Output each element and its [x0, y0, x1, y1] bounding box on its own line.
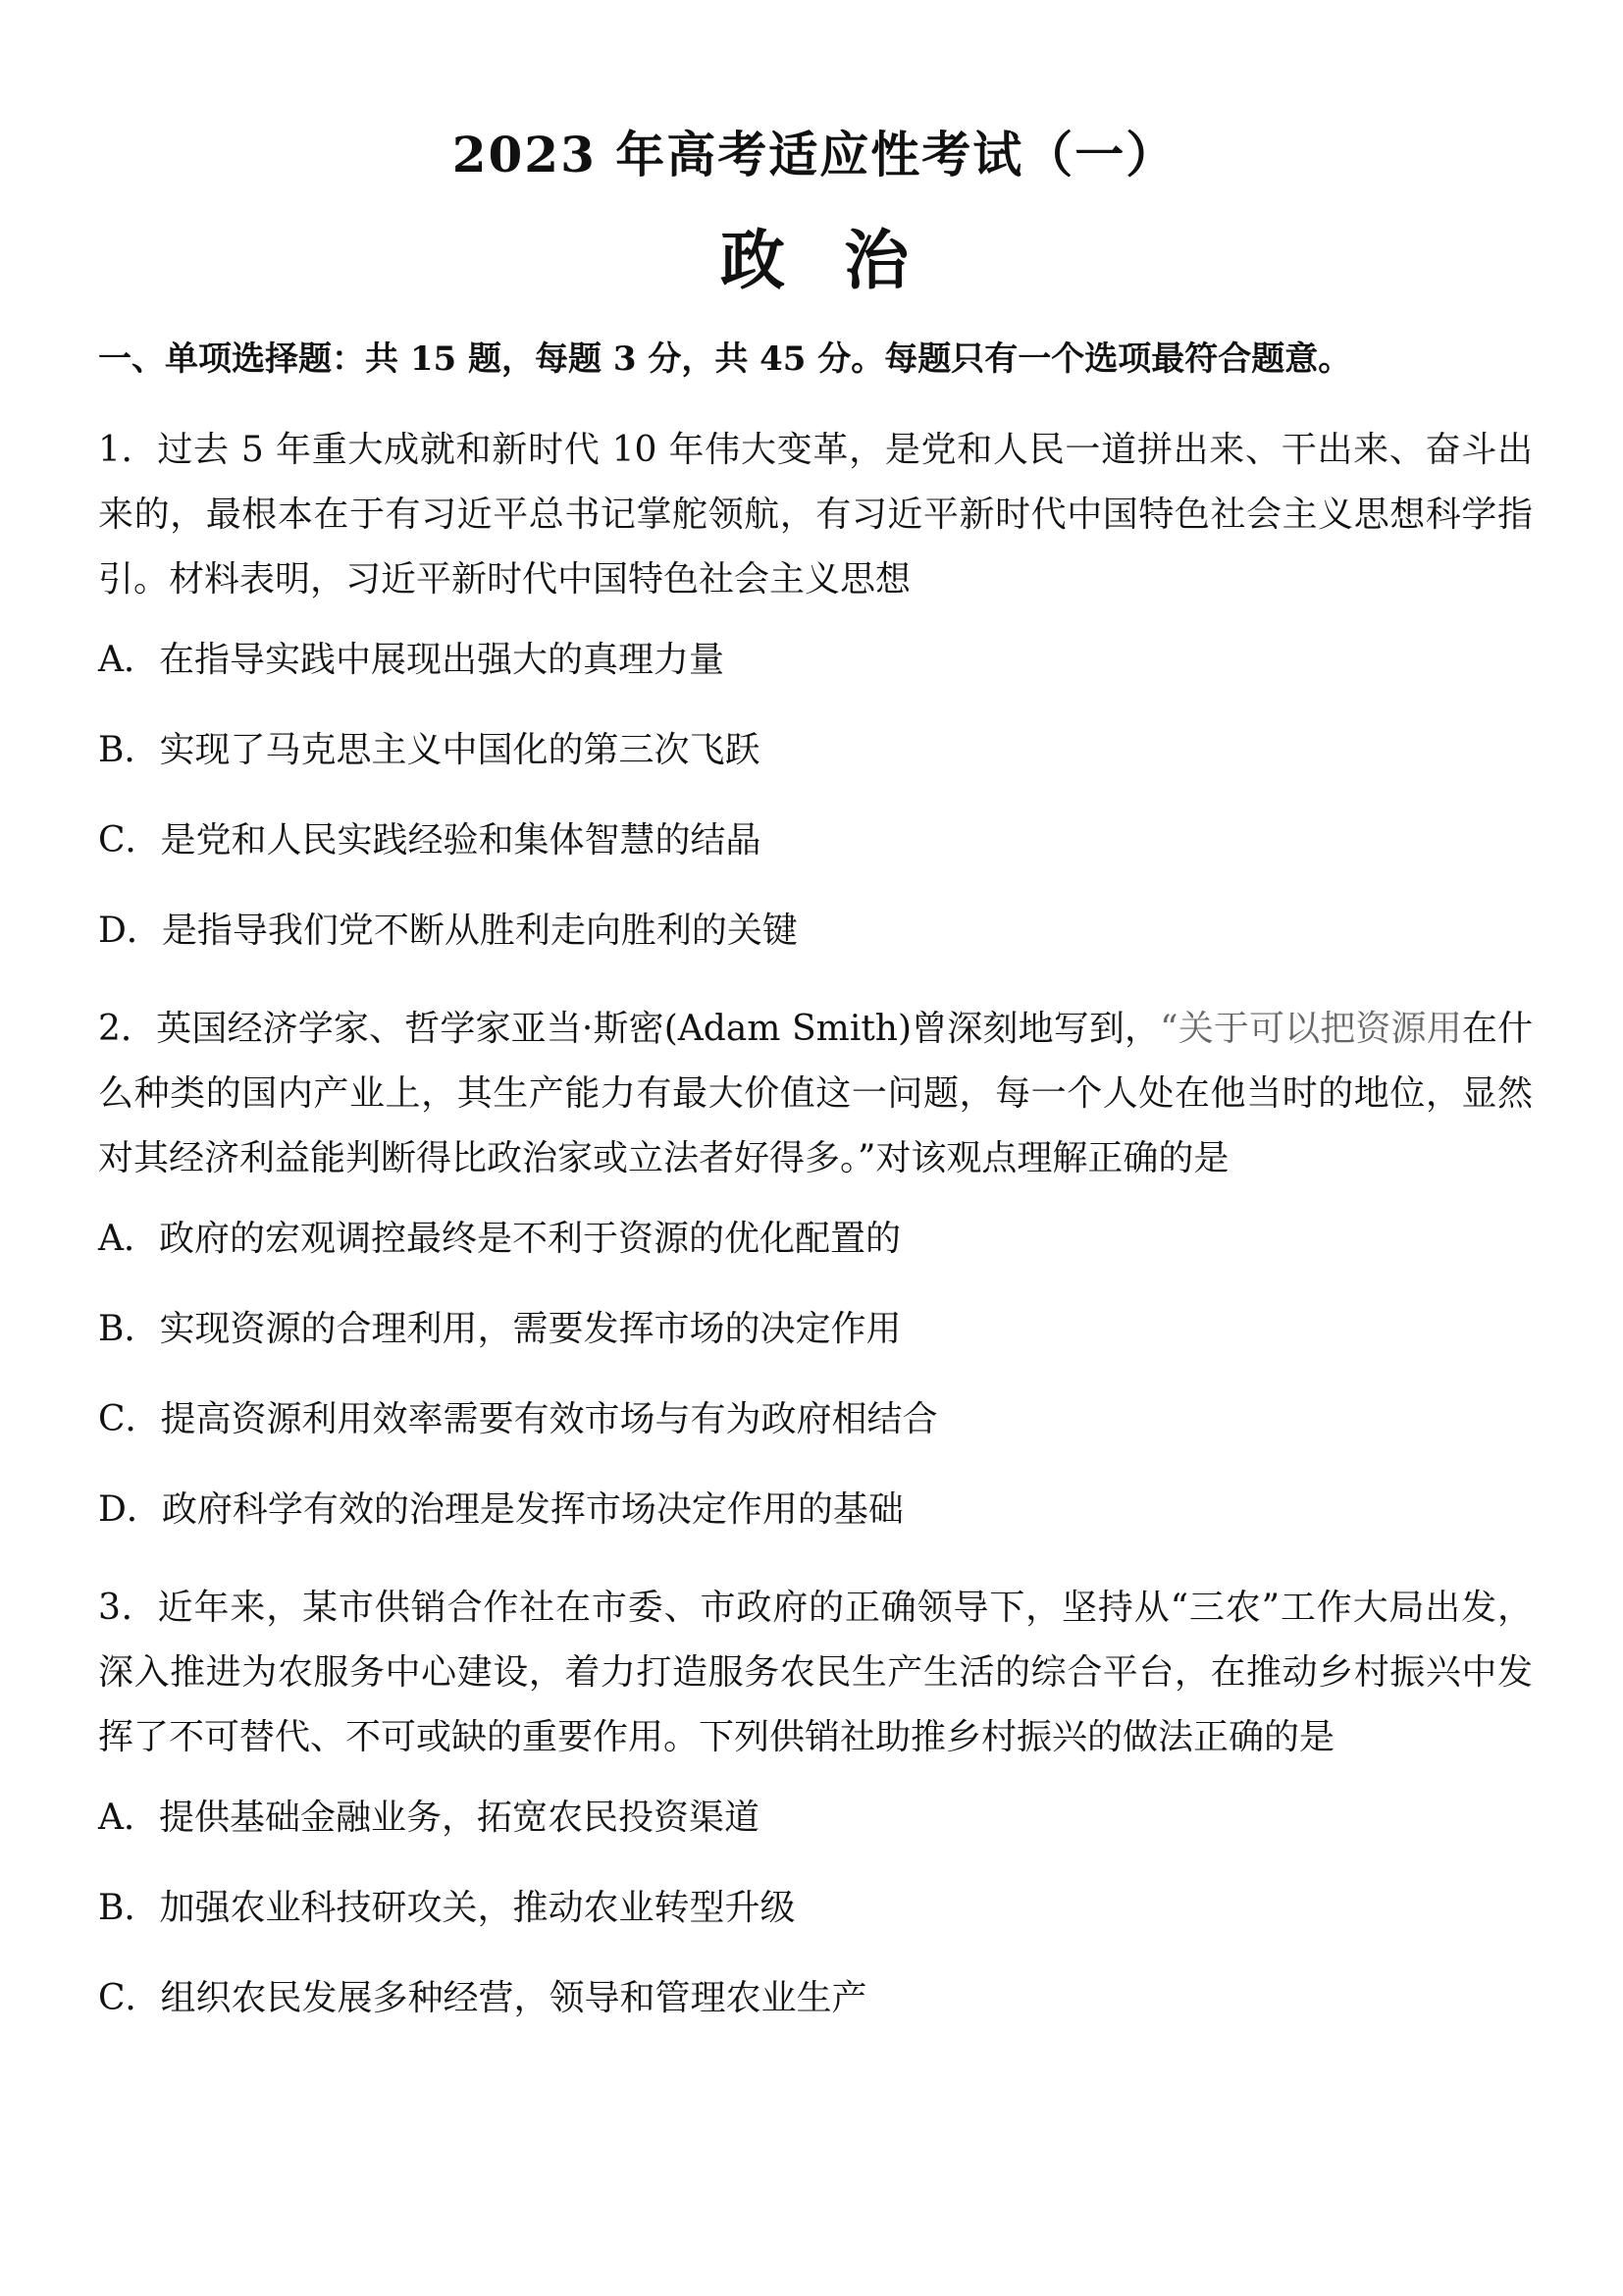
- option-a: A．在指导实践中展现出强大的真理力量: [98, 640, 724, 680]
- subject-title: 政治: [720, 222, 968, 298]
- option-b: B．加强农业科技研攻关，推动农业转型升级: [98, 1888, 796, 1928]
- option-a: A．提供基础金融业务，拓宽农民投资渠道: [98, 1798, 759, 1838]
- stem-text: 2．英国经济学家、哲学家亚当·斯密(Adam Smith)曾深刻地写到，: [98, 1009, 1161, 1049]
- section-heading: 一、单项选择题：共 15 题，每题 3 分，共 45 分。每题只有一个选项最符合题意。: [98, 339, 1352, 379]
- option-list: [98, 1794, 1533, 2023]
- question-3: [98, 1576, 1533, 2023]
- option-list: [98, 1215, 1533, 1535]
- question-stem: 3．近年来，某市供销合作社在市委、市政府的正确领导下，坚持从“三农”工作大局出发，深入推进为农服务中心建设，着力打造服务农民生产生活的综合平台，在推动乡村振兴中发挥了不可替代、不可或缺的重要作用。下列供销社助推乡村振兴的做法正确的是: [98, 1588, 1533, 1757]
- question-list: [98, 418, 1533, 2064]
- question-2: [98, 997, 1533, 1535]
- question-1: [98, 418, 1533, 956]
- option-list: [98, 636, 1533, 956]
- exam-title: 2023 年高考适应性考试（一）: [451, 126, 1178, 183]
- option-c: C．组织农民发展多种经营，领导和管理农业生产: [98, 1978, 867, 2018]
- option-a: A．政府的宏观调控最终是不利于资源的优化配置的: [98, 1219, 901, 1259]
- option-d: D．政府科学有效的治理是发挥市场决定作用的基础: [98, 1489, 904, 1530]
- option-b: B．实现资源的合理利用，需要发挥市场的决定作用: [98, 1309, 902, 1349]
- option-c: C．提高资源利用效率需要有效市场与有为政府相结合: [98, 1399, 938, 1439]
- option-c: C．是党和人民实践经验和集体智慧的结晶: [98, 820, 761, 861]
- stem-quote-text: “关于可以把资源用: [1160, 1009, 1462, 1049]
- option-b: B．实现了马克思主义中国化的第三次飞跃: [98, 730, 760, 770]
- stem-text: 在什么种类的国内产业上，其生产能力有最大价值这一问题，每一个人处在他当时的地位，显然对其经济利益能判断得比政治家或立法者好得多。”对该观点理解正确的是: [98, 1009, 1533, 1178]
- exam-page: [98, 0, 1531, 2296]
- option-d: D．是指导我们党不断从胜利走向胜利的关键: [98, 911, 798, 951]
- question-stem: [98, 997, 1533, 1191]
- question-stem: 1．过去 5 年重大成就和新时代 10 年伟大变革，是党和人民一道拼出来、干出来、奋斗出来的，最根本在于有习近平总书记掌舵领航，有习近平新时代中国特色社会主义思想科学指引。材料表明，习近平新时代中国特色社会主义思想: [98, 430, 1533, 600]
